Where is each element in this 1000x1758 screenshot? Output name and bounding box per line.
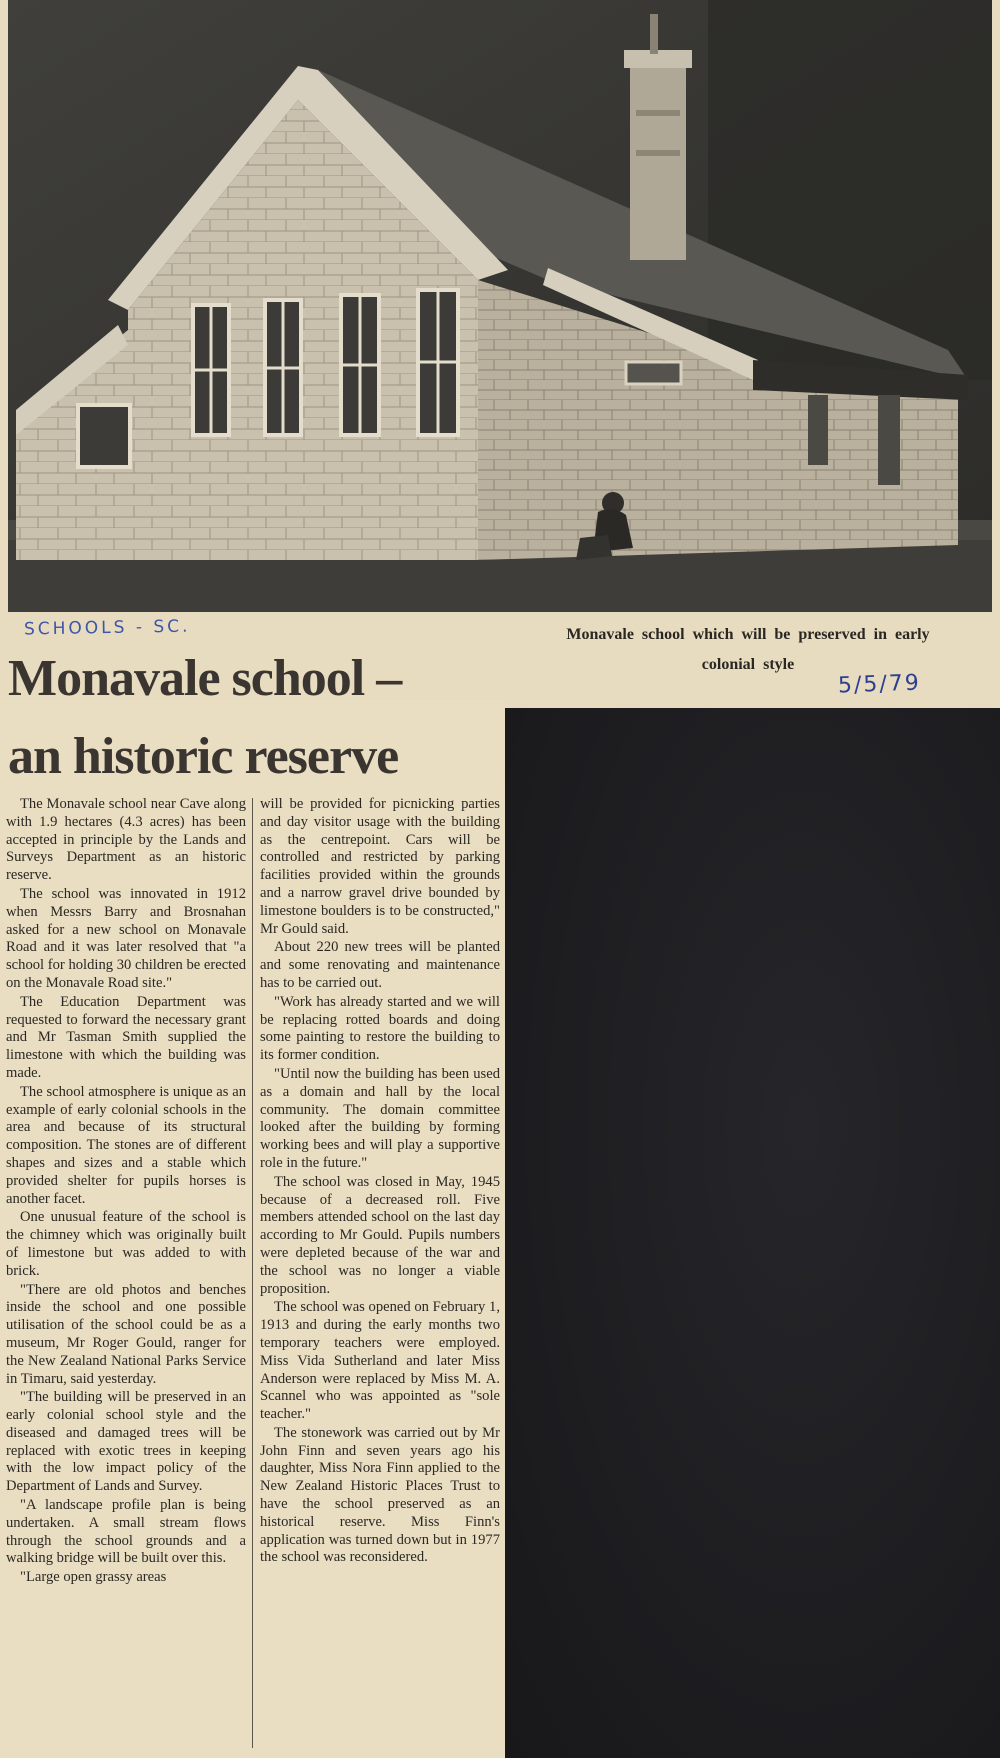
column-divider <box>252 798 253 1748</box>
paragraph: The Education Department was requested to forward the necessary grant and Mr Tasman Smith supplied the limestone with which the building was made. <box>6 993 246 1081</box>
handwritten-category-note: SCHOOLS - SC. <box>23 616 191 640</box>
paragraph: The Monavale school near Cave along with 1.9 hectares (4.3 acres) has been accepted in principle by the Lands and Surveys Department as an historic reserve. <box>6 796 246 884</box>
headline-line-2: an historic reserve <box>8 728 399 785</box>
paragraph: will be provided for picnicking parties and day visitor usage with the building as the centrepoint. Cars will be controlled and restricted by parking facilities provided within the grounds and a narrow gravel drive bounded by limestone boulders is to be constructed," Mr Gould said. <box>260 796 500 937</box>
paragraph: The school was opened on February 1, 1913 and during the early months two temporary teachers were employed. Miss Vida Sutherland and later Miss Anderson were replaced by Miss M. A. Scannel who was appointed as "sole teacher." <box>260 1299 500 1423</box>
dark-background <box>505 708 1000 1758</box>
stone-schoolhouse-illustration <box>8 0 992 612</box>
article-column-left <box>6 796 246 1751</box>
paragraph: The school atmosphere is unique as an example of early colonial schools in the area and because of its structural composition. The stones are of different shapes and sizes and a stable which provided shelter for pupils horses is another facet. <box>6 1083 246 1207</box>
paragraph: "Until now the building has been used as a domain and hall by the local community. The domain committee looked after the building by forming working bees and will play a supportive role in the future." <box>260 1065 500 1171</box>
paragraph: "The building will be preserved in an early colonial school style and the diseased and damaged trees will be replaced with exotic trees in keeping with the low impact policy of the Department of Lands and Survey. <box>6 1389 246 1495</box>
paragraph: About 220 new trees will be planted and some renovating and maintenance has to be carried out. <box>260 939 500 991</box>
article-body <box>6 796 502 1751</box>
paragraph: "Large open grassy areas <box>20 1569 167 1586</box>
photo-caption-line-2: colonial style <box>701 656 795 673</box>
handwritten-date: 5/5/79 <box>837 670 922 699</box>
schoolhouse-photo <box>8 0 992 612</box>
paragraph: "A landscape profile plan is being undertaken. A small stream flows through the school grounds and a walking bridge will be built over this. <box>6 1497 246 1567</box>
paragraph: The school was innovated in 1912 when Messrs Barry and Brosnahan asked for a new school on Monavale Road and it was later resolved that "a school for holding 30 children be erected on the Monavale Road site." <box>6 885 246 991</box>
paragraph: One unusual feature of the school is the chimney which was originally built of limestone but was added to with brick. <box>6 1209 246 1279</box>
paragraph: "Work has already started and we will be replacing rotted boards and doing some painting to restore the building to its former condition. <box>260 993 500 1064</box>
article-column-right <box>260 796 500 1751</box>
article-headline <box>8 640 503 796</box>
paragraph: The stonework was carried out by Mr John Finn and seven years ago his daughter, Miss Nora Finn applied to the New Zealand Historic Places Trust to have the school preserved as an historical reserve. Miss Finn's application was turned down but in 1977 the school was reconsidered. <box>260 1424 500 1566</box>
paragraph: "There are old photos and benches inside the school and one possible utilisation of the school could be as a museum, Mr Roger Gould, ranger for the New Zealand National Parks Service in Timaru, said yesterday. <box>6 1281 246 1387</box>
paragraph: The school was closed in May, 1945 because of a decreased roll. Five members attended school on the last day according to Mr Gould. Pupils numbers were depleted because of the war and the school was no longer a viable proposition. <box>260 1173 500 1297</box>
photo-caption-line-1: Monavale school which will be preserved in early <box>566 626 930 643</box>
headline-line-1: Monavale school – <box>8 650 402 707</box>
